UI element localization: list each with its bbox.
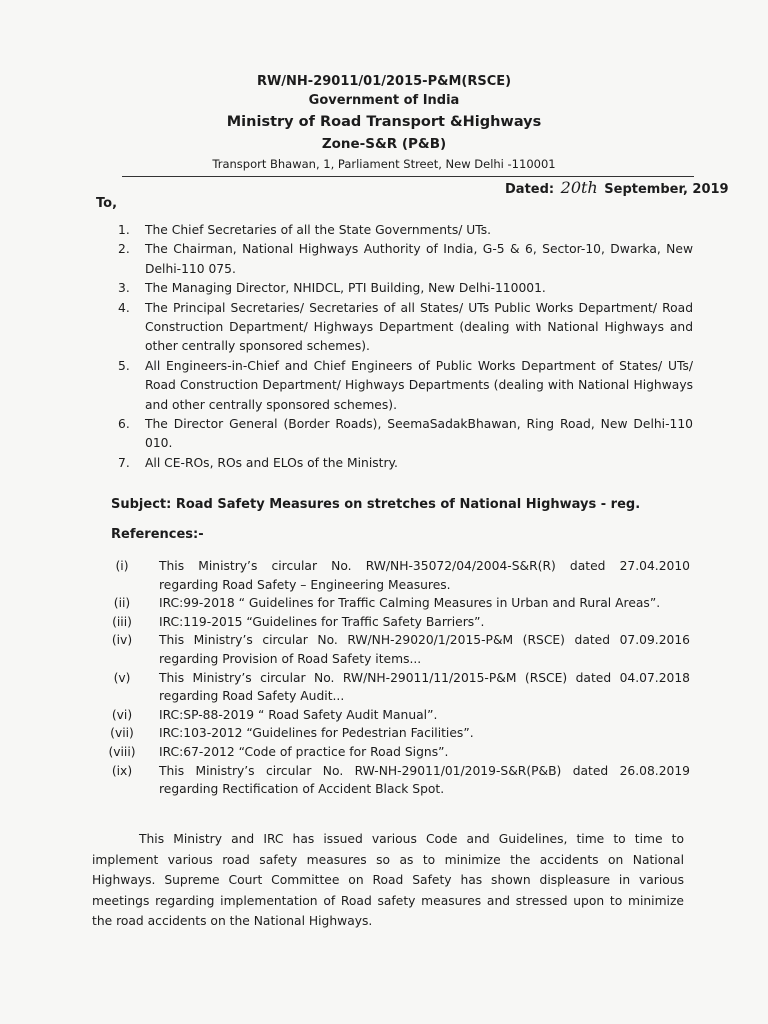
reference-item	[100, 724, 690, 743]
reference-text: IRC:99-2018 “ Guidelines for Traffic Calming Measures in Urban and Rural Areas”.	[159, 596, 661, 611]
recipient-text: The Director General (Border Roads), SeemaSadakBhawan, Ring Road, New Delhi-110 010.	[145, 417, 693, 451]
government-title: Government of India	[308, 93, 460, 108]
recipient-text: All CE-ROs, ROs and ELOs of the Ministry.	[145, 455, 398, 470]
reference-number: RW/NH-29011/01/2015-P&M(RSCE)	[256, 74, 512, 89]
reference-number: (viii)	[108, 744, 136, 759]
reference-text: This Ministry’s circular No. RW/NH-29011/11/2015-P&M (RSCE) dated 04.07.2018 regarding Road Safety Audit...	[159, 670, 690, 704]
reference-number: (ii)	[113, 596, 131, 611]
reference-number: (i)	[115, 559, 129, 573]
recipient-item	[118, 279, 693, 298]
reference-text: IRC:119-2015 “Guidelines for Traffic Safety Barriers”.	[159, 614, 485, 629]
recipient-text: All Engineers-in-Chief and Chief Engineers of Public Works Department of States/ UTs/ Road Construction Department/ Highways Departments (dealing with National Highways and other centrally sponsored schemes).	[145, 358, 693, 412]
reference-item	[100, 631, 690, 668]
recipient-text: The Managing Director, NHIDCL, PTI Building, New Delhi-110001.	[145, 281, 546, 296]
ministry-title: Ministry of Road Transport &Highways	[226, 114, 542, 130]
recipient-item	[118, 415, 693, 454]
reference-item	[100, 743, 690, 762]
dated-day-handwritten: 20th	[560, 178, 598, 197]
recipient-text: The Chief Secretaries of all the State Governments/ UTs.	[145, 223, 492, 237]
reference-number: (iii)	[112, 614, 132, 629]
reference-text: IRC:67-2012 “Code of practice for Road Signs”.	[159, 744, 449, 759]
reference-number: (ix)	[111, 763, 133, 778]
reference-number: (vi)	[111, 707, 133, 722]
recipient-number: 7.	[118, 455, 130, 470]
header-divider	[122, 176, 694, 177]
recipient-number: 3.	[118, 281, 130, 296]
recipient-item	[118, 454, 693, 473]
zone-title: Zone-S&R (P&B)	[321, 136, 447, 152]
reference-text: This Ministry’s circular No. RW/NH-29020/1/2015-P&M (RSCE) dated 07.09.2016 regarding Provision of Road Safety items...	[159, 633, 690, 666]
reference-text: IRC:SP-88-2019 “ Road Safety Audit Manual”.	[159, 707, 438, 722]
reference-item	[100, 613, 690, 632]
office-address: Transport Bhawan, 1, Parliament Street, New Delhi -110001	[212, 157, 556, 171]
reference-number: (v)	[113, 670, 131, 685]
recipient-text: The Chairman, National Highways Authority of India, G-5 & 6, Sector-10, Dwarka, New Delhi-110 075.	[145, 242, 693, 276]
reference-text: IRC:103-2012 “Guidelines for Pedestrian Facilities”.	[159, 726, 474, 741]
body-paragraph: This Ministry and IRC has issued various Code and Guidelines, time to time to implement various road safety measures so as to minimize the accidents on National Highways. Supreme Court Committee on Road Safety has shown displeasure in various meetings regarding implementation of Road safety measures and stressed upon to minimize the road accidents on the National Highways.	[92, 832, 684, 928]
reference-number: (vii)	[110, 726, 134, 741]
recipient-number: 6.	[118, 417, 130, 432]
recipient-number: 5.	[118, 358, 130, 373]
references-list	[100, 557, 690, 799]
recipient-text: The Principal Secretaries/ Secretaries of all States/ UTs Public Works Department/ Road Construction Department/ Highways Department (dealing with National Highways and other centrally sponsored schemes).	[145, 300, 693, 354]
dated-month-year: September, 2019	[604, 182, 729, 197]
recipient-number: 4.	[118, 300, 130, 315]
subject-line: Subject: Road Safety Measures on stretches of National Highways - reg.	[111, 497, 641, 512]
reference-item	[100, 594, 690, 613]
reference-text: This Ministry’s circular No. RW/NH-35072/04/2004-S&R(R) dated 27.04.2010 regarding Road Safety – Engineering Measures.	[159, 559, 690, 592]
reference-item	[100, 669, 690, 706]
recipient-number: 1.	[118, 223, 130, 237]
recipient-number: 2.	[118, 242, 130, 257]
recipient-item	[118, 357, 693, 415]
recipient-item	[118, 240, 693, 279]
recipient-list	[118, 221, 693, 473]
reference-text: This Ministry’s circular No. RW-NH-29011/01/2019-S&R(P&B) dated 26.08.2019 regarding Rectification of Accident Black Spot.	[159, 763, 690, 797]
reference-number: (iv)	[111, 633, 133, 648]
recipient-item	[118, 299, 693, 357]
recipient-item	[118, 221, 693, 240]
references-heading: References:-	[111, 527, 204, 542]
reference-item	[100, 557, 690, 594]
to-label: To,	[96, 196, 118, 211]
dated-line	[505, 178, 729, 197]
dated-label: Dated:	[505, 182, 555, 197]
reference-item	[100, 762, 690, 799]
reference-item	[100, 706, 690, 725]
